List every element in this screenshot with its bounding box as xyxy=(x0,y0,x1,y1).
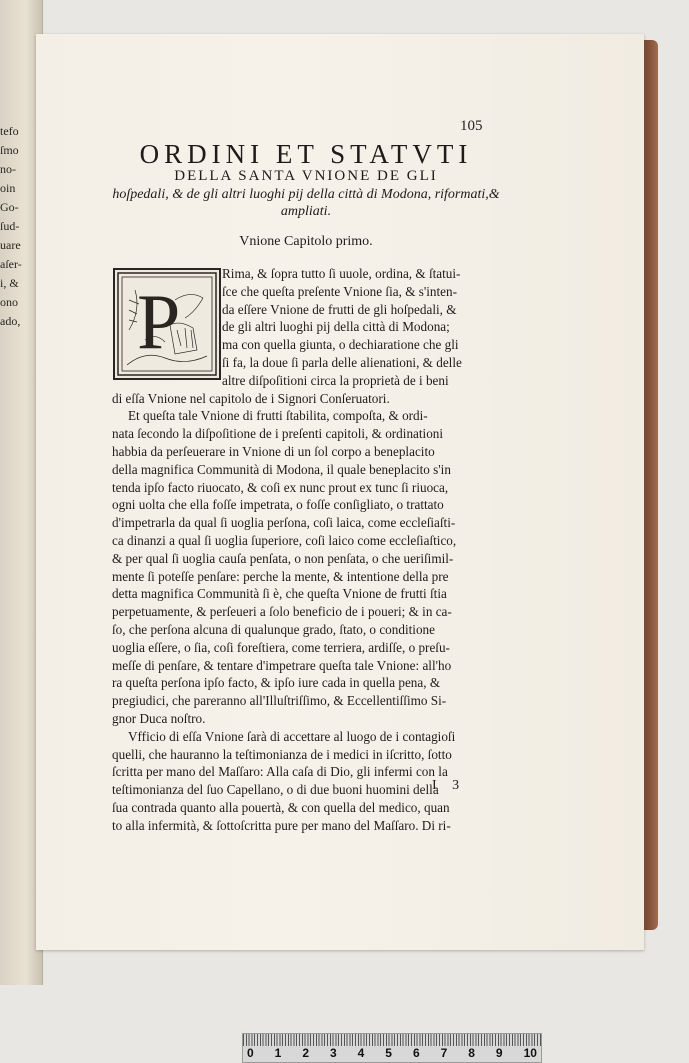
facing-page-fragment: aſer- xyxy=(0,257,22,271)
ruler-numbers xyxy=(247,1046,537,1060)
text-line: altre diſpoſitioni circa la proprietà de i beni xyxy=(222,372,449,388)
text-line: Et queſta tale Vnione di frutti ſtabilita, compoſta, & ordi- xyxy=(128,408,428,424)
text-line: gnor Duca noſtro. xyxy=(112,711,206,726)
facing-page-fragment: ono xyxy=(0,295,18,309)
scale-ruler xyxy=(242,1033,542,1063)
facing-page-fragment: ſud- xyxy=(0,219,20,233)
text-line: di eſſa Vnione nel capitolo de i Signori Conſeruatori. xyxy=(112,390,390,406)
ruler-number: 1 xyxy=(274,1046,282,1060)
text-line: tenda ipſo facto riuocato, & coſi ex nunc prout ex tunc ſi riuoca, xyxy=(112,479,449,495)
text-line: pregiudici, che pareranno all'Illuſtriſſimo, & Eccellentiſſimo Si- xyxy=(112,693,447,709)
text-line: detta magnifica Communità ſi è, che queſta Vnione de frutti ſtia xyxy=(112,586,447,602)
title-subtitle: DELLA SANTA VNIONE DE GLI xyxy=(174,168,438,184)
text-line: de gli altri luoghi pij della città di Modona; xyxy=(222,319,450,335)
text-line: ſo, che perſona alcuna di qualunque grado, ſtato, o conditione xyxy=(112,622,435,637)
facing-page-fragment: ſmo xyxy=(0,143,19,157)
drop-initial-letter: P xyxy=(137,278,181,365)
text-line: quelli, che hauranno la teſtimonianza de i medici in iſcritto, ſotto xyxy=(112,746,452,762)
text-line: ma con quella giunta, o dechiaratione che gli xyxy=(222,337,459,353)
ruler-number: 8 xyxy=(468,1046,475,1060)
text-line: habbia da perſeuerare in Vnione di un ſol corpo a beneplacito xyxy=(112,444,435,459)
facing-page-fragment: tefo xyxy=(0,124,19,138)
ruler-number: 10 xyxy=(523,1046,537,1060)
text-line: da eſſere Vnione de frutti de gli hoſpedali, & xyxy=(222,301,457,317)
text-line: Rima, & ſopra tutto ſi uuole, ordina, & ſtatui- xyxy=(222,266,461,281)
facing-page-fragment: Go- xyxy=(0,200,19,214)
text-line: della magnifica Communità di Modona, il quale beneplacito s'in xyxy=(112,461,451,477)
ruler-number: 5 xyxy=(385,1046,392,1060)
text-line: teſtimonianza del ſuo Capellano, o di due buoni huomini della xyxy=(112,782,439,798)
text-line: meſſe di penſare, & tentare d'impetrare queſta tale Vnione: all'ho xyxy=(112,657,452,673)
facing-page-fragment: no- xyxy=(0,162,16,176)
text-line: ſi fa, la doue ſi parla delle alienationi, & delle xyxy=(222,355,462,370)
text-line: to alla infermità, & ſottoſcritta pure per mano del Maſſaro. Di ri- xyxy=(112,817,451,833)
ruler-number: 0 xyxy=(247,1046,254,1060)
text-line: ra queſta perſona ipſo facto, & ipſo iure cada in quella pena, & xyxy=(112,675,441,691)
facing-page-fragment: oin xyxy=(0,181,16,195)
text-line: d'impetrarla da qual ſi uoglia perſona, coſi laica, come eccleſiaſti- xyxy=(112,515,456,531)
ruler-number: 6 xyxy=(412,1046,420,1060)
signature-mark: I 3 xyxy=(432,778,466,793)
ruler-number: 3 xyxy=(329,1046,337,1060)
chapter-heading: Vnione Capitolo primo. xyxy=(239,234,373,249)
text-line: ogni uolta che ella foſſe impetrata, o foſſe conſigliato, o trattato xyxy=(112,497,444,513)
text-line: Vfficio di eſſa Vnione ſarà di accettare al luogo de i contagioſi xyxy=(128,728,456,744)
ruler-number: 4 xyxy=(357,1046,365,1060)
title-main: ORDINI ET STATVTI xyxy=(139,139,473,169)
ruler-number: 2 xyxy=(302,1046,309,1060)
ruler-number: 7 xyxy=(440,1046,448,1060)
title-description: hoſpedali, & de gli altri luoghi pij della città di Modona, riformati,& ampliati. xyxy=(112,187,500,219)
text-line: ſce che queſta preſente Vnione ſia, & s'inten- xyxy=(222,283,458,299)
ruler-ticks xyxy=(243,1034,541,1046)
text-line: ca dinanzi a qual ſi uoglia ſuperiore, coſi laico come eccleſiaſtico, xyxy=(112,533,457,548)
body-text xyxy=(0,265,608,865)
text-line: ſua contrada quanto alla pouertà, & con quella del medico, quan xyxy=(112,800,450,815)
facing-page-fragment: i, & xyxy=(0,276,19,290)
text-line: & per qual ſi uoglia cauſa penſata, o non penſata, o che ueriſimil- xyxy=(112,550,454,566)
text-line: perpetuamente, & perſeueri a ſolo beneficio de i poueri; & in ca- xyxy=(112,604,452,620)
ruler-number: 9 xyxy=(495,1046,503,1060)
text-line: uoglia eſſere, o ſia, coſi foreſtiera, come terriera, ardiſſe, o preſu- xyxy=(112,639,450,655)
facing-page-fragment: ado, xyxy=(0,314,21,328)
page-number: 105 xyxy=(460,118,483,134)
text-line: ſcritta per mano del Maſſaro: Alla caſa di Dio, gli infermi con la xyxy=(112,764,448,780)
facing-page-fragment: uare xyxy=(0,238,21,252)
text-line: nata ſecondo la diſpoſitione de i preſenti capitoli, & ordinationi xyxy=(112,426,444,442)
text-line: mente ſi poteſſe penſare: perche la mente, & intentione della pre xyxy=(112,568,449,584)
